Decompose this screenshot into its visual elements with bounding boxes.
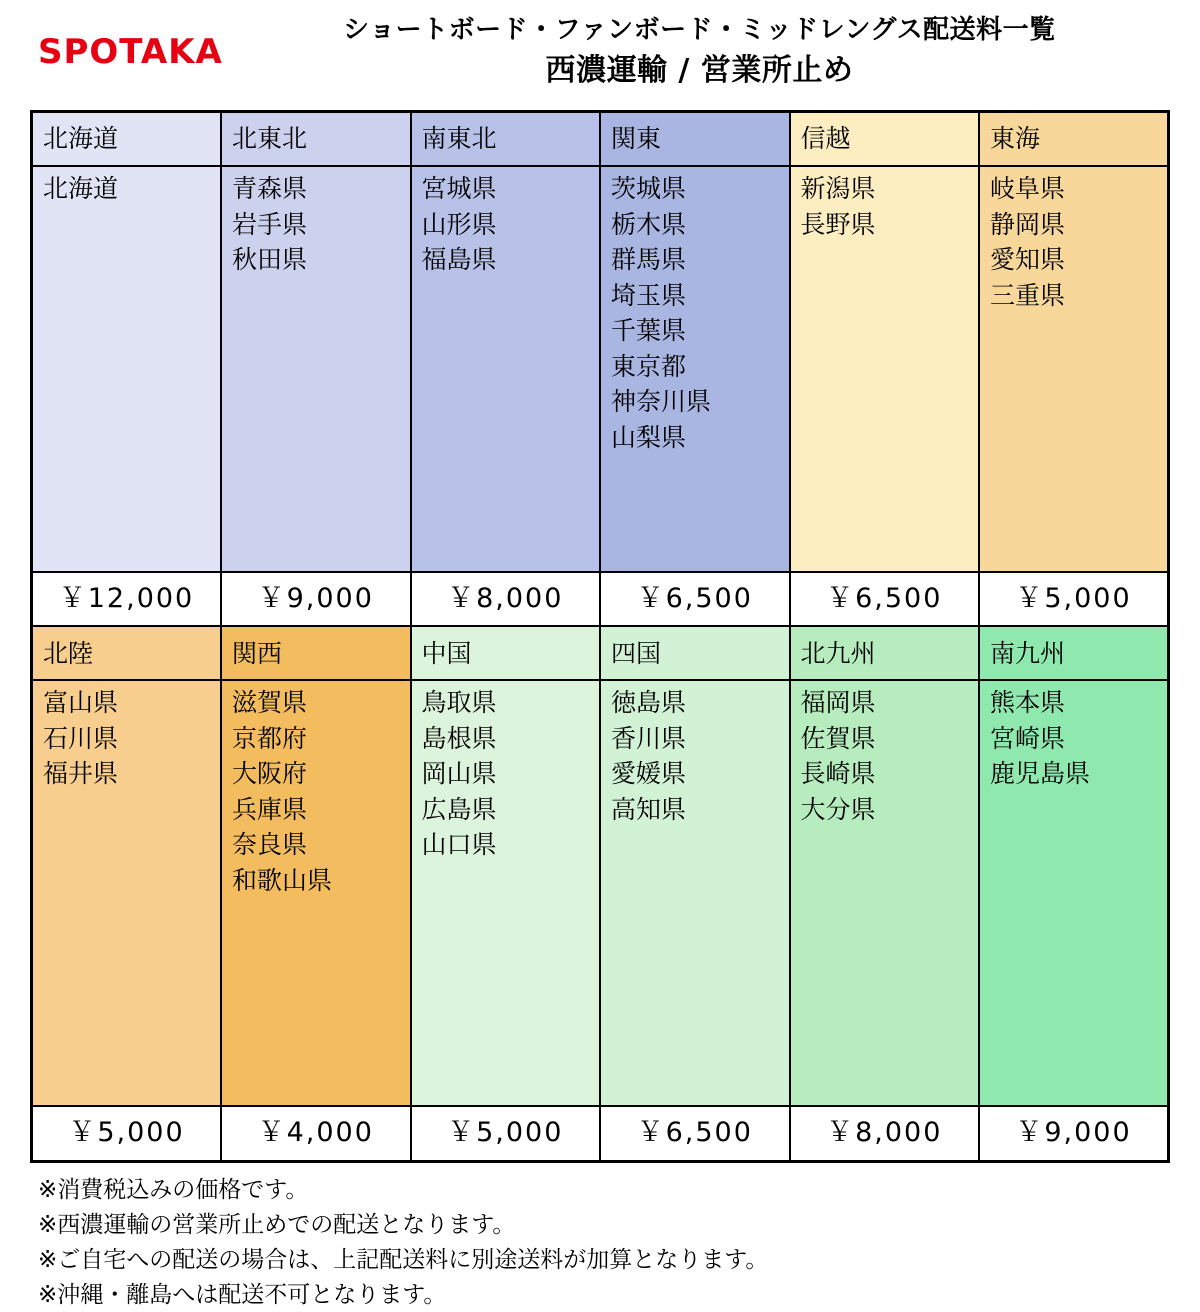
- region-name-cell: 信越: [790, 112, 980, 167]
- note-line: ※ご自宅への配送の場合は、上記配送料に別途送料が加算となります。: [38, 1246, 769, 1273]
- prefecture-item: 熊本県: [990, 688, 1066, 718]
- prefecture-item: 三重県: [990, 280, 1066, 310]
- prefecture-list-cell: [979, 680, 1169, 1106]
- prefecture-item: 千葉県: [611, 316, 687, 345]
- prefecture-item: 岐阜県: [990, 174, 1066, 203]
- price-cell: ￥9,000: [979, 1106, 1169, 1161]
- price-cell: ￥6,500: [600, 572, 790, 626]
- prefecture-item: 山形県: [421, 209, 497, 239]
- prefecture-item: 秋田県: [232, 245, 308, 274]
- prefecture-item: 和歌山県: [232, 865, 333, 895]
- prefecture-list: [611, 171, 779, 455]
- prefecture-list: [801, 171, 969, 242]
- prefecture-item: 島根県: [421, 723, 497, 753]
- prefecture-item: 愛媛県: [611, 759, 687, 789]
- region-name-cell: 南東北: [411, 112, 601, 167]
- price-cell: ￥4,000: [221, 1106, 411, 1161]
- prefecture-list: [43, 685, 210, 792]
- prefecture-list-cell: [411, 166, 601, 572]
- prefecture-list-cell: [411, 680, 601, 1106]
- region-name-cell: 四国: [600, 626, 790, 680]
- prefecture-item: 石川県: [43, 723, 119, 753]
- prefecture-item: 神奈川県: [611, 387, 712, 416]
- note-line: ※沖縄・離島へは配送不可となります。: [38, 1281, 447, 1308]
- prefecture-item: 岡山県: [421, 759, 497, 789]
- price-cell: ￥5,000: [979, 572, 1169, 626]
- prefecture-item: 奈良県: [232, 830, 308, 860]
- price-cell: ￥12,000: [32, 572, 222, 626]
- prefecture-item: 青森県: [232, 174, 308, 203]
- price-cell: ￥6,500: [600, 1106, 790, 1161]
- prefecture-item: 広島県: [421, 794, 497, 824]
- prefecture-item: 鳥取県: [421, 688, 497, 718]
- table-row-region-names-1: [32, 112, 1169, 167]
- prefecture-item: 栃木県: [611, 209, 687, 239]
- prefecture-item: 宮城県: [421, 174, 497, 203]
- document-header: [30, 14, 1170, 110]
- price-cell: ￥8,000: [411, 572, 601, 626]
- prefecture-item: 東京都: [611, 351, 687, 381]
- prefecture-list: [232, 171, 400, 278]
- prefecture-item: 佐賀県: [800, 723, 876, 753]
- region-name-cell: 東海: [979, 112, 1169, 167]
- prefecture-item: 北海道: [43, 174, 119, 203]
- region-name-cell: 南九州: [979, 626, 1169, 680]
- region-name-cell: 関東: [600, 112, 790, 167]
- prefecture-list-cell: [790, 680, 980, 1106]
- price-cell: ￥8,000: [790, 1106, 980, 1161]
- prefecture-item: 徳島県: [611, 688, 687, 718]
- prefecture-list: [801, 685, 969, 827]
- prefecture-item: 滋賀県: [232, 688, 308, 718]
- prefecture-item: 香川県: [611, 723, 687, 753]
- prefecture-item: 山口県: [421, 830, 497, 860]
- price-cell: ￥6,500: [790, 572, 980, 626]
- region-name-cell: 中国: [411, 626, 601, 680]
- price-cell: ￥5,000: [32, 1106, 222, 1161]
- title-block: [223, 14, 1170, 91]
- prefecture-item: 山梨県: [611, 422, 687, 452]
- prefecture-list: [990, 171, 1157, 313]
- prefecture-list: [990, 685, 1157, 792]
- prefecture-item: 新潟県: [800, 174, 876, 203]
- prefecture-item: 京都府: [232, 723, 308, 753]
- prefecture-item: 福島県: [421, 245, 497, 274]
- prefecture-item: 長崎県: [800, 759, 876, 789]
- region-name-cell: 関西: [221, 626, 411, 680]
- note-line: ※西濃運輸の営業所止めでの配送となります。: [38, 1211, 516, 1238]
- prefecture-item: 茨城県: [611, 174, 687, 203]
- price-cell: ￥5,000: [411, 1106, 601, 1161]
- price-cell: ￥9,000: [221, 572, 411, 626]
- prefecture-item: 福井県: [43, 759, 119, 789]
- page-title: ショートボード・ファンボード・ミッドレングス配送料一覧: [343, 15, 1056, 45]
- shipping-rate-table: [30, 110, 1170, 1163]
- region-name-cell: 北東北: [221, 112, 411, 167]
- prefecture-item: 埼玉県: [611, 280, 687, 310]
- brand-logo: SPOTAKA: [38, 32, 223, 72]
- region-name-cell: 北海道: [32, 112, 222, 167]
- prefecture-list: [232, 685, 400, 898]
- prefecture-item: 宮崎県: [990, 723, 1066, 753]
- prefecture-list: [43, 171, 210, 207]
- prefecture-list-cell: [600, 680, 790, 1106]
- region-name-cell: 北陸: [32, 626, 222, 680]
- prefecture-item: 愛知県: [990, 245, 1066, 274]
- prefecture-item: 静岡県: [990, 209, 1066, 239]
- note-line: ※消費税込みの価格です。: [38, 1176, 309, 1203]
- prefecture-item: 兵庫県: [232, 794, 308, 824]
- notes-block: [30, 1173, 1170, 1312]
- prefecture-list-cell: [790, 166, 980, 572]
- table-row-region-names-2: [32, 626, 1169, 680]
- prefecture-item: 群馬県: [611, 245, 687, 274]
- prefecture-list: [611, 685, 779, 827]
- prefecture-list-cell: [32, 680, 222, 1106]
- prefecture-list: [422, 171, 590, 278]
- prefecture-list-cell: [221, 680, 411, 1106]
- table-row-prices-1: [32, 572, 1169, 626]
- prefecture-list-cell: [221, 166, 411, 572]
- prefecture-item: 岩手県: [232, 209, 308, 239]
- prefecture-item: 高知県: [611, 794, 687, 824]
- page-subtitle: 西濃運輸 / 営業所止め: [545, 52, 854, 88]
- table-row-prefectures-2: [32, 680, 1169, 1106]
- prefecture-list-cell: [600, 166, 790, 572]
- table-row-prices-2: [32, 1106, 1169, 1161]
- prefecture-item: 長野県: [800, 209, 876, 239]
- table-row-prefectures-1: [32, 166, 1169, 572]
- prefecture-list-cell: [979, 166, 1169, 572]
- prefecture-list: [422, 685, 590, 863]
- prefecture-item: 大分県: [800, 794, 876, 824]
- prefecture-item: 鹿児島県: [990, 759, 1091, 789]
- prefecture-item: 富山県: [43, 688, 119, 718]
- prefecture-item: 福岡県: [800, 688, 876, 718]
- prefecture-list-cell: [32, 166, 222, 572]
- prefecture-item: 大阪府: [232, 759, 308, 789]
- region-name-cell: 北九州: [790, 626, 980, 680]
